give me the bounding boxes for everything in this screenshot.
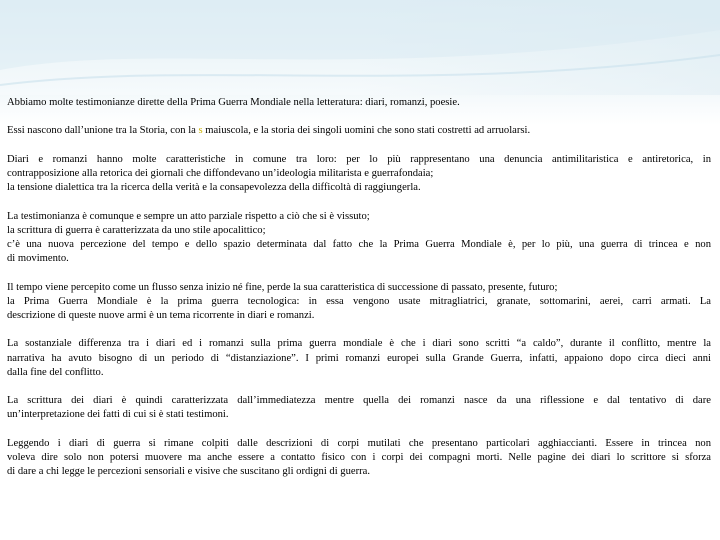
paragraph-time [7, 281, 711, 324]
text-line: Abbiamo molte testimonianze dirette della Prima Guerra Mondiale nella letteratura: diari, romanzi, poesie. [7, 97, 460, 108]
text-line: narrativa ha avuto bisogno di un periodo di “distanziazione”. I primi romanzi europei sulla Grande Guerra, infatti, appaiono dopo circa dieci anni [7, 352, 711, 364]
paragraph-testimony [7, 210, 711, 267]
paragraph-intro [7, 96, 711, 110]
text-segment: maiuscola, e la storia dei singoli uomini che sono stati costretti ad arruolarsi. [202, 125, 531, 137]
text-line: un’interpretazione dei fatti di cui si è stati testimoni. [7, 409, 229, 421]
text-line: Diari e romanzi hanno molte caratteristiche in comune tra loro: per lo più rappresentano una denuncia antimilitaristica e antiretorica, in [7, 153, 711, 165]
text-body [7, 96, 711, 494]
text-line: Il tempo viene percepito come un flusso senza inizio né fine, perde la sua caratteristica di successione di passato, presente, futuro; [7, 281, 558, 293]
text-line: di movimento. [7, 253, 69, 265]
text-line [7, 124, 711, 138]
text-line: la Prima Guerra Mondiale è la prima guerra tecnologica: in essa vengono usate mitragliatrici, granate, sottomarini, aerei, carri armati. La [7, 295, 711, 307]
text-line: descrizione di queste nuove armi è un tema ricorrente in diari e romanzi. [7, 309, 315, 321]
text-line: la tensione dialettica tra la ricerca della verità e la consapevolezza della difficoltà di raggiungerla. [7, 182, 421, 194]
paragraph-immediacy [7, 394, 711, 422]
text-line: La sostanziale differenza tra i diari ed i romanzi sulla prima guerra mondiale è che i diari sono scritti “a caldo”, durante il conflitto, mentre la [7, 338, 711, 350]
text-line: voleva dire solo non potersi muovere ma anche essere a contatto fisico con i corpi dei compagni morti. Nelle pagine dei diari lo scrittore si sforza [7, 451, 711, 463]
paragraph-origin [7, 124, 711, 138]
paragraph-difference [7, 337, 711, 380]
text-line: di dare a chi legge le percezioni sensoriali e visive che suscitano gli ordigni di guerra. [7, 466, 371, 478]
decorative-swoosh [0, 0, 720, 95]
paragraph-descriptions [7, 437, 711, 480]
text-line: la scrittura di guerra è caratterizzata da uno stile apocalittico; [7, 224, 266, 236]
text-line: c’è una nuova percezione del tempo e dello spazio determinata dal fatto che la Prima Guerra Mondiale è, per lo più, una guerra di trincea e non [7, 238, 711, 250]
text-segment: Essi nascono dall’unione tra la Storia, con la [7, 125, 199, 137]
highlighted-letter: s [198, 125, 203, 137]
text-line: La scrittura dei diari è quindi caratterizzata dall’immediatezza mentre quella dei romanzi nasce da una riflessione e dal tentativo di dare [7, 395, 711, 407]
text-line: dalla fine del conflitto. [7, 366, 104, 378]
text-line: contrapposizione alla retorica dei giornali che diffondevano un’ideologia militarista e guerrafondaia; [7, 167, 434, 179]
text-line: La testimonianza è comunque e sempre un atto parziale rispetto a ciò che si è vissuto; [7, 210, 370, 222]
paragraph-characteristics [7, 153, 711, 196]
text-line: Leggendo i diari di guerra si rimane colpiti dalle descrizioni di corpi mutilati che presentano particolari agghiaccianti. Essere in trincea non [7, 437, 711, 449]
